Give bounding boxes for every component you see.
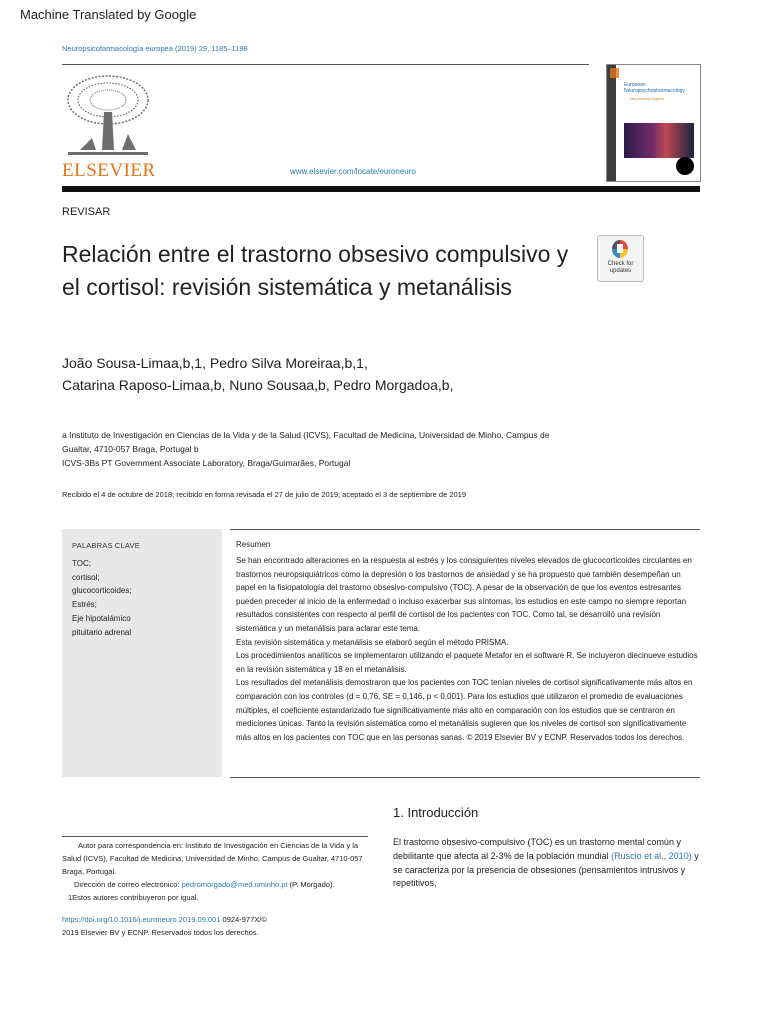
header-divider [62, 64, 589, 65]
equal-contribution-note: 1Estos autores contribuyeron por igual. [68, 893, 199, 902]
doi-and-copyright: https://doi.org/10.1016/j.euroneuro.2019.09.001 0924-977X/© 2019 Elsevier BV y ECNP. Reservados todos los derechos. [62, 914, 382, 939]
check-updates-label: Check for updates [607, 261, 634, 274]
affiliation-line: ICVS-3Bs PT Government Associate Laboratory, Braga/Guimarães, Portugal [62, 458, 351, 468]
journal-url-link[interactable]: www.elsevier.com/locate/euroneuro [290, 167, 416, 176]
check-updates-icon [612, 240, 628, 258]
footnote-rule [62, 836, 368, 837]
cover-elsevier-icon [610, 68, 619, 78]
footnotes [62, 839, 368, 904]
cover-artwork [624, 123, 694, 158]
cover-spine [607, 65, 616, 181]
keywords-list [72, 557, 132, 639]
article-dates: Recibido el 4 de octubre de 2018; recibido en forma revisada el 27 de julio de 2019; aceptado el 3 de septiembre de 2019 [62, 490, 467, 499]
abstract-bottom-rule [230, 777, 700, 778]
machine-translation-banner: Machine Translated by Google [20, 7, 197, 22]
cover-title: European Neuropsychopharmacology [624, 82, 685, 94]
header-thick-divider [62, 186, 700, 192]
keyword-item: Estrés; [72, 600, 97, 610]
keywords-heading: PALABRAS CLAVE [72, 541, 140, 550]
corresponding-author-note: Autor para correspondencia en: Instituto de Investigación en Ciencias de la Vida y la Salud (ICVS), Facultad de Medicina, Universidad de Minho, Campus de Gualtar, 4710-057 Braga, Portugal. [62, 841, 363, 876]
cover-subtitle: Neuroscience Applied [630, 97, 664, 101]
authors-line: João Sousa-Limaa,b,1, Pedro Silva Moreiraa,b,1, [62, 355, 368, 371]
abstract-paragraph: Los procedimientos analíticos se implementaron utilizando el paquete Metafor en el software R. Se incluyeron diecinueve estudios en la revisión sistemática y 18 en el metanálisis. [236, 651, 698, 674]
journal-cover-image [606, 64, 701, 182]
affiliation-line: Gualtar, 4710-057 Braga, Portugal b [62, 444, 199, 454]
author-email-link[interactable]: pedromorgado@med.uminho.pt [181, 880, 288, 889]
keyword-item: cortisol; [72, 572, 100, 582]
abstract-paragraph: Esta revisión sistemática y metanálisis se elaboró según el método PRISMA. [236, 637, 509, 647]
elsevier-tree-logo [62, 72, 154, 162]
citation-link[interactable]: (Ruscio et al., 2010) [611, 850, 692, 861]
affiliation-line: a Instituto de Investigación en Ciencias de la Vida y de la Salud (ICVS), Facultad de Medicina, Universidad de Minho, Campus de [62, 430, 550, 440]
keyword-item: pituitario adrenal [72, 627, 132, 637]
article-title: Relación entre el trastorno obsesivo compulsivo y el cortisol: revisión sistemática y metanálisis [62, 241, 569, 300]
email-note: Dirección de correo electrónico: pedromorgado@med.uminho.pt (P. Morgado). [74, 880, 335, 889]
author-list [62, 352, 662, 396]
abstract-paragraph: Los resultados del metanálisis demostraron que los pacientes con TOC tenían niveles de cortisol significativamente más altos en comparación con los controles (d = 0,76, SE = 0,146, p < 0,001). Para los estudios que utilizaron el promedio de evaluaciones múltiples, el coeficiente estandarizado fue significativamente más alto en comparación con los estudios que se centraron en mediciones únicas. Tanto la revisión sistemática como el metanálisis sugieren que los niveles de cortisol son significativamente más altos en los pacientes con TOC que en las personas sanas. © 2019 Elsevier BV y ECNP. Reservados todos los derechos. [236, 678, 693, 742]
section-title-introduction: 1. Introducción [393, 805, 479, 820]
keyword-item: TOC; [72, 559, 91, 568]
journal-reference-link[interactable]: Neuropsicofarmacología europea (2019) 29, 1185–1198 [62, 44, 248, 53]
cover-badge-icon [676, 157, 694, 175]
check-for-updates-button[interactable] [597, 235, 644, 282]
affiliations [62, 428, 622, 470]
keyword-item: glucocorticoides; [72, 586, 132, 596]
keyword-item: Eje hipotalámico [72, 613, 131, 623]
elsevier-wordmark: ELSEVIER [62, 160, 156, 181]
copyright-line: 2019 Elsevier BV y ECNP. Reservados todos los derechos. [62, 927, 259, 937]
abstract-heading: Resumen [236, 540, 271, 549]
introduction-text: El trastorno obsesivo-compulsivo (TOC) es un trastorno mental común y debilitante que afecta al 2-3% de la población mundial (Ruscio et al., 2010) y se caracteriza por la presencia de obsesiones (pensamientos intrusivos y repetitivos, [393, 837, 699, 889]
authors-line: Catarina Raposo-Limaa,b, Nuno Sousaa,b, Pedro Morgadoa,b, [62, 377, 454, 393]
doi-link[interactable]: https://doi.org/10.1016/j.euroneuro.2019.09.001 [62, 915, 221, 924]
abstract-body [236, 554, 700, 744]
article-type: REVISAR [62, 206, 111, 218]
keywords-box [62, 529, 222, 777]
abstract-top-rule [230, 529, 700, 530]
abstract-paragraph: Se han encontrado alteraciones en la respuesta al estrés y los consiguientes niveles elevados de glucocorticoides circulantes en trastornos neuropsiquiátricos como la depresión o los trastornos de ansiedad y se ha propuesto que también desempeñan un papel en la fisiopatología del trastorno obsesivo-compulsivo (TOC). A pesar de la observación de que los eventos estresantes pueden preceder al inicio de la enfermedad o incluso exacerbar sus síntomas, los estudios en este campo no siempre reportan resultados consistentes con respecto al perfil de cortisol de los pacientes con TOC. Como tal, se desarrolló una revisión sistemática y un metanálisis para aclarar este tema. [236, 556, 692, 633]
